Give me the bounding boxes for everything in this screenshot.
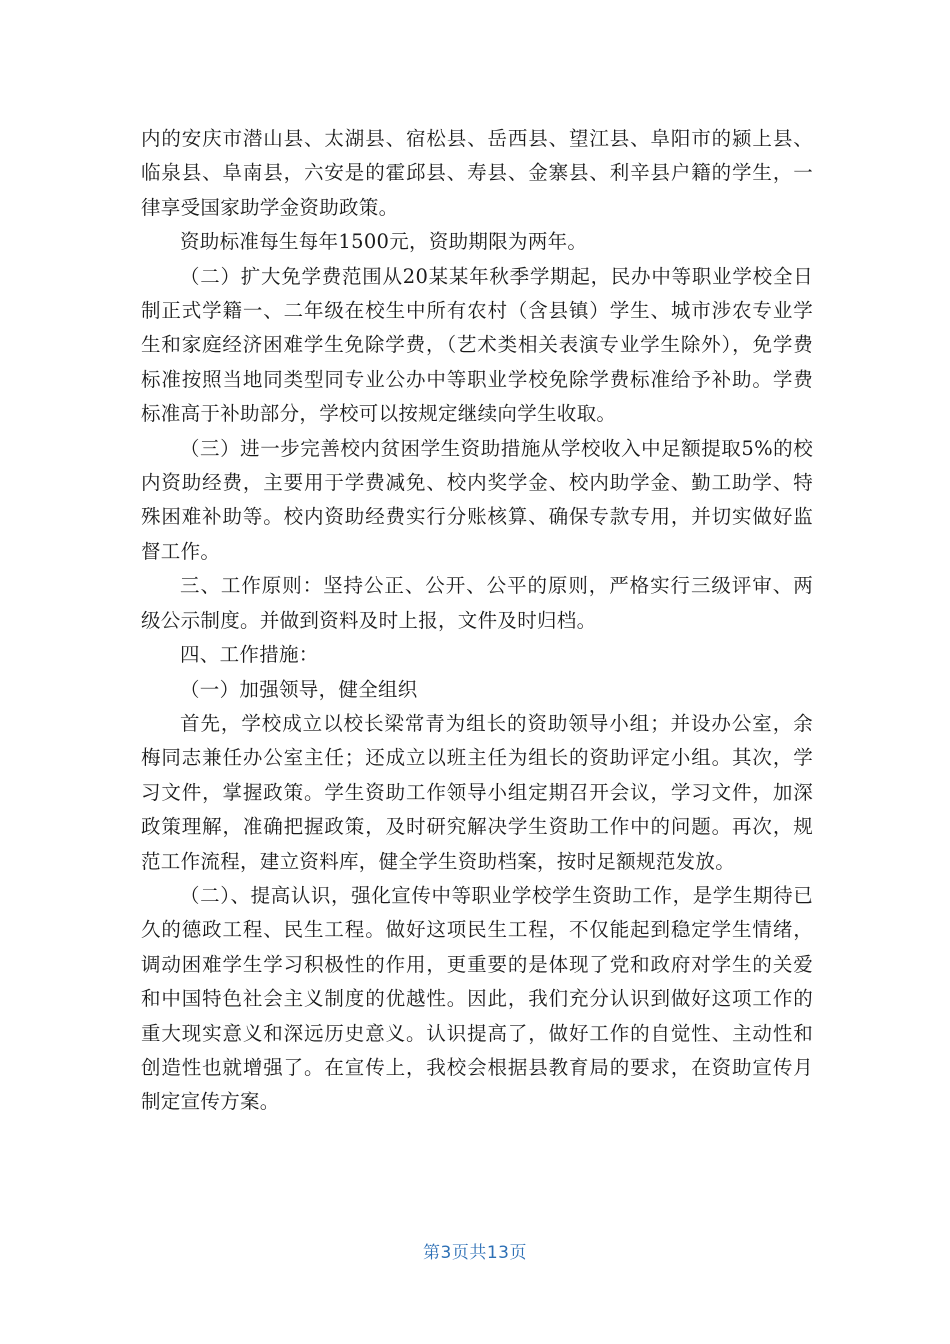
paragraph-2: 资助标准每生每年1500元，资助期限为两年。 <box>180 230 588 254</box>
paragraph-5: 三、工作原则：坚持公正、公开、公平的原则，严格实行三级评审、两级公示制度。并做到资料及时上报，文件及时归档。 <box>141 574 813 632</box>
paragraph-7: （一）加强领导，健全组织 <box>180 677 418 701</box>
paragraph-9: （二）、提高认识，强化宣传中等职业学校学生资助工作，是学生期待已久的德政工程、民生工程。做好这项民生工程，不仅能起到稳定学生情绪，调动困难学生学习积极性的作用，更重要的是体现了党和政府对学生的关爱和中国特色社会主义制度的优越性。因此，我们充分认识到做好这项工作的重大现实意义和深远历史意义。认识提高了，做好工作的自觉性、主动性和创造性也就增强了。在宣传上，我校会根据县教育局的要求，在资助宣传月制定宣传方案。 <box>141 883 813 1114</box>
paragraph-8: 首先，学校成立以校长梁常青为组长的资助领导小组；并设办公室，余梅同志兼任办公室主任；还成立以班主任为组长的资助评定小组。其次，学习文件，掌握政策。学生资助工作领导小组定期召开会议，学习文件，加深政策理解，准确把握政策，及时研究解决学生资助工作中的问题。再次，规范工作流程，建立资料库，健全学生资助档案，按时足额规范发放。 <box>141 711 813 873</box>
paragraph-1: 内的安庆市潜山县、太湖县、宿松县、岳西县、望江县、阜阳市的颍上县、临泉县、阜南县，六安是的霍邱县、寿县、金寨县、利辛县户籍的学生，一律享受国家助学金资助政策。 <box>141 127 813 219</box>
page-number-footer: 第3页共13页 <box>423 1243 527 1263</box>
paragraph-3: （二）扩大免学费范围从20某某年秋季学期起，民办中等职业学校全日制正式学籍一、二年级在校生中所有农村（含县镇）学生、城市涉农专业学生和家庭经济困难学生免除学费，（艺术类相关表演专业学生除外），免学费标准按照当地同类型同专业公办中等职业学校免除学费标准给予补助。学费标准高于补助部分，学校可以按规定继续向学生收取。 <box>141 264 813 426</box>
document-body <box>141 122 813 1120</box>
paragraph-6: 四、工作措施： <box>180 643 319 667</box>
paragraph-4: （三）进一步完善校内贫困学生资助措施从学校收入中足额提取5%的校内资助经费，主要用于学费减免、校内奖学金、校内助学金、勤工助学、特殊困难补助等。校内资助经费实行分账核算、确保专款专用，并切实做好监督工作。 <box>141 436 813 563</box>
